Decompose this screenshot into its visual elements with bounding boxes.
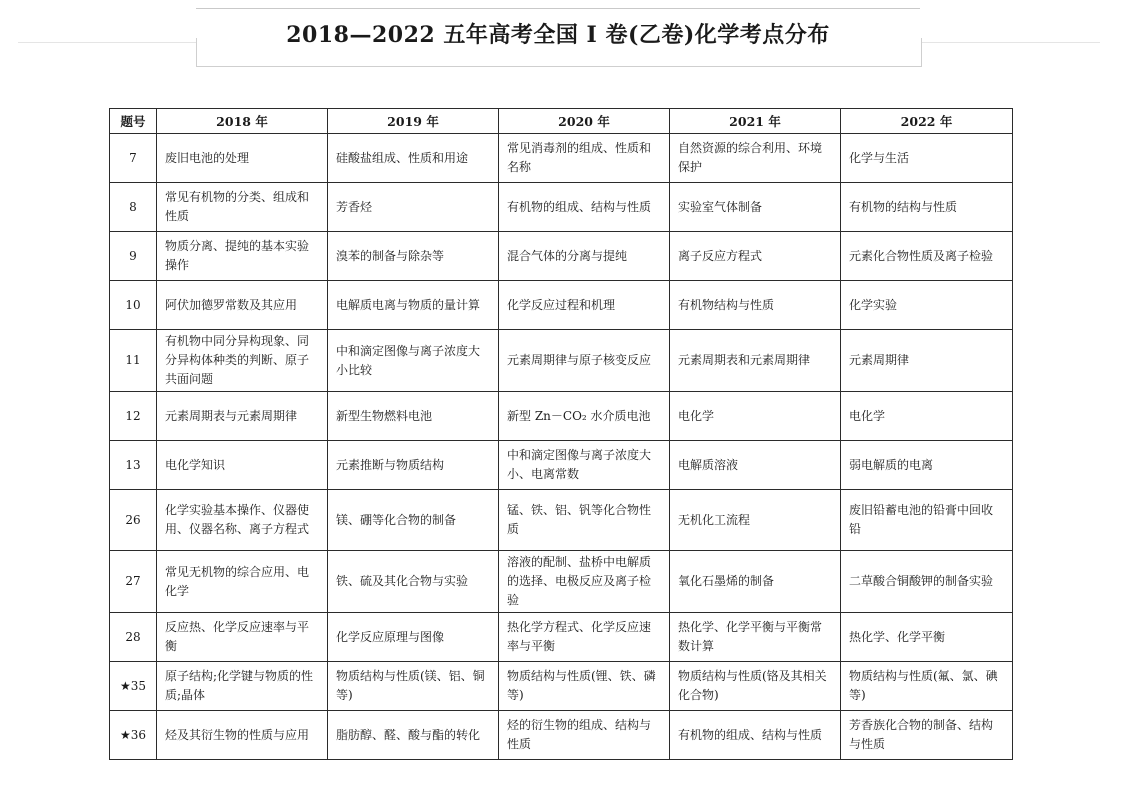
- table-cell: 物质结构与性质(镁、铝、铜等): [328, 662, 499, 711]
- table-cell: 电解质电离与物质的量计算: [328, 281, 499, 330]
- table-row: [110, 441, 1013, 490]
- table-cell: 热化学、化学平衡: [841, 613, 1013, 662]
- question-number: 26: [110, 490, 157, 551]
- question-number: ★35: [110, 662, 157, 711]
- table-row: [110, 232, 1013, 281]
- table-cell: 电解质溶液: [670, 441, 841, 490]
- table-row: [110, 613, 1013, 662]
- question-number: 27: [110, 551, 157, 613]
- table-cell: 化学实验基本操作、仪器使用、仪器名称、离子方程式: [157, 490, 328, 551]
- table-cell: 元素周期律与原子核变反应: [499, 330, 670, 392]
- header-2021: 2021 年: [670, 109, 841, 134]
- table-cell: 有机物的结构与性质: [841, 183, 1013, 232]
- table-cell: 中和滴定图像与离子浓度大小、电离常数: [499, 441, 670, 490]
- header-2022: 2022 年: [841, 109, 1013, 134]
- page-title: 2018—2022 五年高考全国 I 卷(乙卷)化学考点分布: [282, 22, 834, 48]
- table-cell: 氧化石墨烯的制备: [670, 551, 841, 613]
- table-row: [110, 281, 1013, 330]
- question-number: 7: [110, 134, 157, 183]
- question-number: ★36: [110, 711, 157, 760]
- question-number: 9: [110, 232, 157, 281]
- header-2020: 2020 年: [499, 109, 670, 134]
- table-cell: 有机物结构与性质: [670, 281, 841, 330]
- table-cell: 化学与生活: [841, 134, 1013, 183]
- question-number: 11: [110, 330, 157, 392]
- table-cell: 铁、硫及其化合物与实验: [328, 551, 499, 613]
- table-row: [110, 134, 1013, 183]
- table-cell: 烃的衍生物的组成、结构与性质: [499, 711, 670, 760]
- table-cell: 溶液的配制、盐桥中电解质的选择、电极反应及离子检验: [499, 551, 670, 613]
- table-row: [110, 490, 1013, 551]
- table-cell: 阿伏加德罗常数及其应用: [157, 281, 328, 330]
- table-cell: 混合气体的分离与提纯: [499, 232, 670, 281]
- table-cell: 电化学知识: [157, 441, 328, 490]
- table-cell: 芳香族化合物的制备、结构与性质: [841, 711, 1013, 760]
- table-cell: 镁、硼等化合物的制备: [328, 490, 499, 551]
- table-cell: 物质分离、提纯的基本实验操作: [157, 232, 328, 281]
- table-row: [110, 183, 1013, 232]
- table-cell: 物质结构与性质(铬及其相关化合物): [670, 662, 841, 711]
- table-row: [110, 330, 1013, 392]
- table-cell: 芳香烃: [328, 183, 499, 232]
- table-cell: 电化学: [841, 392, 1013, 441]
- table-cell: 有机物中同分异构现象、同分异构体种类的判断、原子共面问题: [157, 330, 328, 392]
- table-row: [110, 662, 1013, 711]
- table-cell: 电化学: [670, 392, 841, 441]
- table-cell: 元素化合物性质及离子检验: [841, 232, 1013, 281]
- table-cell: 原子结构;化学键与物质的性质;晶体: [157, 662, 328, 711]
- table-cell: 元素周期表和元素周期律: [670, 330, 841, 392]
- table-cell: 反应热、化学反应速率与平衡: [157, 613, 328, 662]
- table-row: [110, 711, 1013, 760]
- table-cell: 物质结构与性质(氟、氯、碘等): [841, 662, 1013, 711]
- table-cell: 自然资源的综合利用、环境保护: [670, 134, 841, 183]
- table-cell: 无机化工流程: [670, 490, 841, 551]
- table-cell: 常见有机物的分类、组成和性质: [157, 183, 328, 232]
- title-top-line: [196, 8, 920, 9]
- table-cell: 弱电解质的电离: [841, 441, 1013, 490]
- table-cell: 溴苯的制备与除杂等: [328, 232, 499, 281]
- question-number: 13: [110, 441, 157, 490]
- header-number: 题号: [110, 109, 157, 134]
- exam-topic-table: [109, 108, 1013, 760]
- table-cell: 硅酸盐组成、性质和用途: [328, 134, 499, 183]
- table-cell: 有机物的组成、结构与性质: [499, 183, 670, 232]
- table-cell: 热化学方程式、化学反应速率与平衡: [499, 613, 670, 662]
- table-cell: 化学反应原理与图像: [328, 613, 499, 662]
- right-rule: [920, 42, 1100, 43]
- question-number: 10: [110, 281, 157, 330]
- table-cell: 物质结构与性质(锂、铁、磷等): [499, 662, 670, 711]
- question-number: 28: [110, 613, 157, 662]
- table-header-row: [110, 109, 1013, 134]
- question-number: 8: [110, 183, 157, 232]
- header-2018: 2018 年: [157, 109, 328, 134]
- table-cell: 元素推断与物质结构: [328, 441, 499, 490]
- table-cell: 新型生物燃料电池: [328, 392, 499, 441]
- left-rule: [18, 42, 196, 43]
- table-cell: 中和滴定图像与离子浓度大小比较: [328, 330, 499, 392]
- table-cell: 二草酸合铜酸钾的制备实验: [841, 551, 1013, 613]
- table-cell: 脂肪醇、醛、酸与酯的转化: [328, 711, 499, 760]
- table-cell: 元素周期律: [841, 330, 1013, 392]
- table-cell: 化学反应过程和机理: [499, 281, 670, 330]
- table-cell: 离子反应方程式: [670, 232, 841, 281]
- table-cell: 锰、铁、铝、钒等化合物性质: [499, 490, 670, 551]
- table-cell: 常见消毒剂的组成、性质和名称: [499, 134, 670, 183]
- header-2019: 2019 年: [328, 109, 499, 134]
- table-cell: 热化学、化学平衡与平衡常数计算: [670, 613, 841, 662]
- table-row: [110, 392, 1013, 441]
- table-cell: 新型 Zn－CO₂ 水介质电池: [499, 392, 670, 441]
- table-cell: 废旧电池的处理: [157, 134, 328, 183]
- question-number: 12: [110, 392, 157, 441]
- table-cell: 废旧铅蓄电池的铅膏中回收铅: [841, 490, 1013, 551]
- table-cell: 实验室气体制备: [670, 183, 841, 232]
- table-cell: 元素周期表与元素周期律: [157, 392, 328, 441]
- table-cell: 常见无机物的综合应用、电化学: [157, 551, 328, 613]
- table-cell: 有机物的组成、结构与性质: [670, 711, 841, 760]
- title-banner: [196, 8, 920, 54]
- table-cell: 烃及其衍生物的性质与应用: [157, 711, 328, 760]
- table-cell: 化学实验: [841, 281, 1013, 330]
- table-row: [110, 551, 1013, 613]
